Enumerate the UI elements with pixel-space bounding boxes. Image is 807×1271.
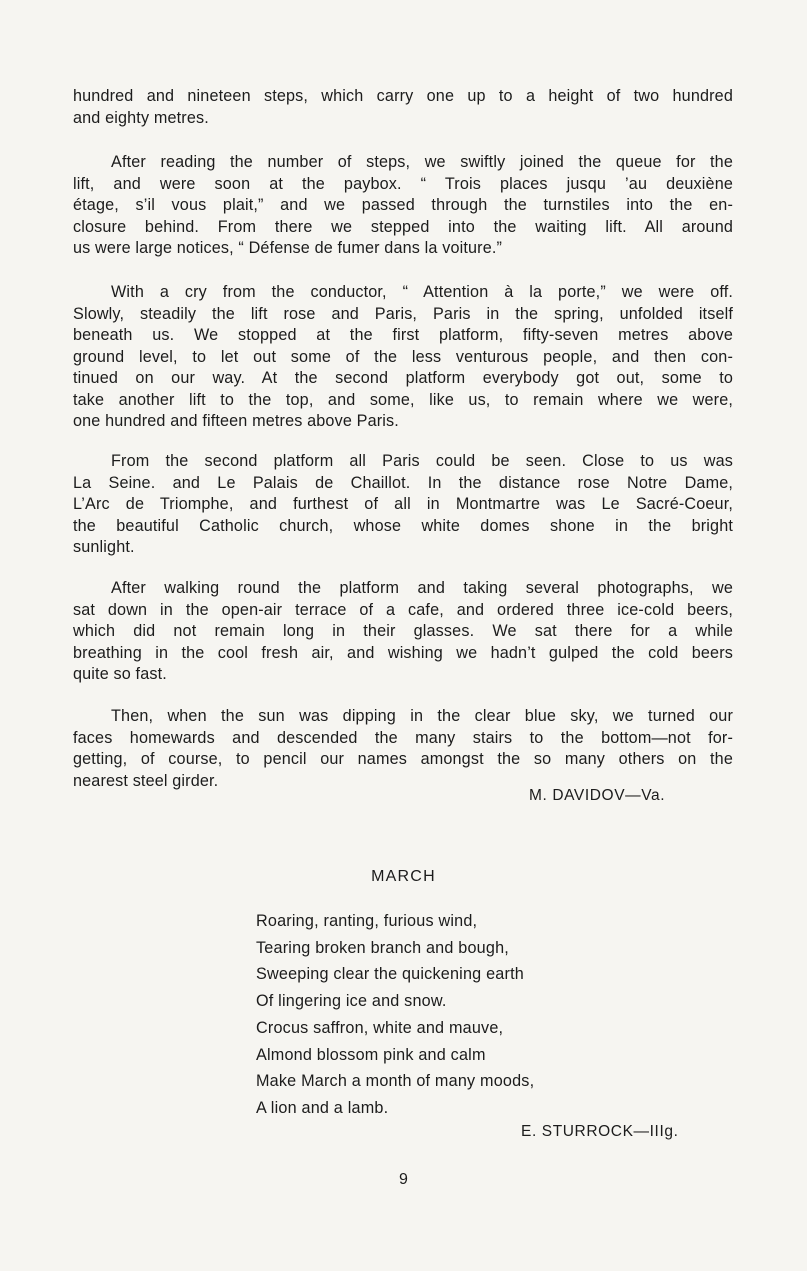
article-paragraph-1 — [73, 86, 733, 129]
text-line: take another lift to the top, and some, like us, to remain where we were, — [73, 390, 733, 409]
text-line: nearest steel girder. — [73, 771, 219, 790]
poem-signature: E. STURROCK—IIIg. — [521, 1123, 679, 1140]
text-line: quite so fast. — [73, 665, 167, 683]
text-line: and eighty metres. — [73, 108, 209, 127]
text-line: tinued on our way. At the second platform everybody got out, some to — [73, 369, 733, 387]
poem-line: Crocus saffron, white and mauve, — [256, 1018, 504, 1037]
article-paragraph-4 — [73, 451, 733, 559]
text-line: the beautiful Catholic church, whose white domes shone in the bright — [73, 516, 733, 535]
poem-line: Of lingering ice and snow. — [256, 992, 447, 1011]
text-line: L’Arc de Triomphe, and furthest of all in Montmartre was Le Sacré-Coeur, — [73, 495, 733, 513]
text-line: sunlight. — [73, 538, 135, 556]
page-number: 9 — [399, 1171, 408, 1188]
text-line: us were large notices, “ Défense de fumer dans la voiture.” — [73, 239, 503, 257]
text-line: lift, and were soon at the paybox. “ Trois places jusqu ’au deuxiène — [73, 174, 733, 193]
text-line: sat down in the open-air terrace of a cafe, and ordered three ice-cold beers, — [73, 600, 733, 619]
poem-title: MARCH — [371, 868, 436, 885]
text-line: From the second platform all Paris could be seen. Close to us was — [111, 452, 733, 470]
text-line: étage, s’il vous plait,” and we passed through the turnstiles into the en- — [73, 196, 733, 214]
text-line: ground level, to let out some of the less venturous people, and then con- — [73, 347, 733, 366]
poem-line: Roaring, ranting, furious wind, — [256, 912, 478, 930]
text-line: Slowly, steadily the lift rose and Paris, Paris in the spring, unfolded itself — [73, 304, 733, 323]
poem-line: Tearing broken branch and bough, — [256, 938, 509, 957]
text-line: With a cry from the conductor, “ Attention à la porte,” we were off. — [111, 283, 733, 301]
text-line: beneath us. We stopped at the first platform, fifty-seven metres above — [73, 326, 733, 344]
text-line: hundred and nineteen steps, which carry one up to a height of two hundred — [73, 87, 733, 105]
article-paragraph-2 — [73, 152, 733, 260]
article-paragraph-6 — [73, 706, 733, 792]
text-line: Then, when the sun was dipping in the clear blue sky, we turned our — [111, 707, 733, 725]
article-signature: M. DAVIDOV—Va. — [529, 787, 666, 804]
article-paragraph-3 — [73, 282, 733, 433]
text-line: which did not remain long in their glasses. We sat there for a while — [73, 622, 733, 640]
article-paragraph-5 — [73, 578, 733, 686]
poem-line: A lion and a lamb. — [256, 1098, 389, 1117]
poem-line: Make March a month of many moods, — [256, 1072, 535, 1091]
poem-line: Sweeping clear the quickening earth — [256, 965, 524, 984]
text-line: After reading the number of steps, we swiftly joined the queue for the — [111, 153, 733, 171]
text-line: faces homewards and descended the many stairs to the bottom—not for- — [73, 728, 733, 747]
text-line: one hundred and fifteen metres above Paris. — [73, 412, 399, 430]
text-line: breathing in the cool fresh air, and wishing we hadn’t gulped the cold beers — [73, 643, 733, 662]
text-line: After walking round the platform and taking several photographs, we — [111, 579, 733, 597]
text-line: getting, of course, to pencil our names amongst the so many others on the — [73, 750, 733, 768]
text-line: La Seine. and Le Palais de Chaillot. In the distance rose Notre Dame, — [73, 473, 733, 492]
poem-line: Almond blossom pink and calm — [256, 1045, 486, 1064]
poem-body — [256, 908, 534, 1122]
text-line: closure behind. From there we stepped into the waiting lift. All around — [73, 217, 733, 236]
